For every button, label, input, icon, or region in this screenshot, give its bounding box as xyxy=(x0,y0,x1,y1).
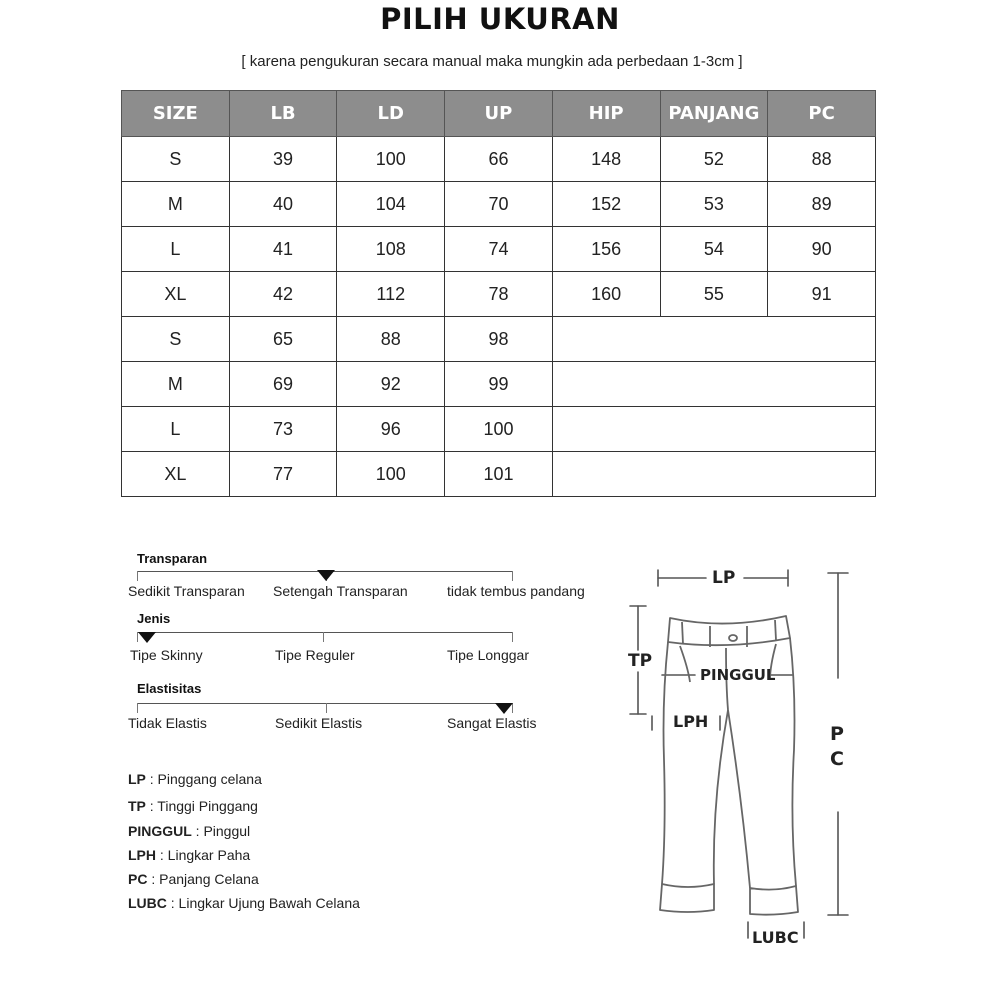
legend-abbr: PC xyxy=(128,871,148,887)
table-cell: XL xyxy=(122,452,230,497)
header-pc: PC xyxy=(768,91,876,137)
scale-tick xyxy=(512,632,513,642)
table-cell: 108 xyxy=(337,227,445,272)
legend-item-pinggul xyxy=(128,823,250,839)
legend-desc: : Tinggi Pinggang xyxy=(145,798,258,814)
table-cell: 88 xyxy=(337,317,445,362)
legend-abbr: TP xyxy=(128,798,146,814)
table-cell: 40 xyxy=(229,182,337,227)
legend-desc: : Pinggang celana xyxy=(145,771,262,787)
scale-label: Sedikit Elastis xyxy=(275,715,363,731)
legend-item-lph xyxy=(128,847,250,863)
header-size: SIZE xyxy=(122,91,230,137)
scale-label: Sangat Elastis xyxy=(447,715,537,731)
legend-abbr: LP xyxy=(128,771,146,787)
legend-desc: : Lingkar Paha xyxy=(156,847,251,863)
scale-tick xyxy=(137,703,138,713)
table-cell: XL xyxy=(122,272,230,317)
table-cell: 160 xyxy=(552,272,660,317)
table-cell: 65 xyxy=(229,317,337,362)
table-cell-empty xyxy=(552,407,875,452)
table-cell: 41 xyxy=(229,227,337,272)
scale-label: Tipe Skinny xyxy=(130,647,203,663)
table-cell: M xyxy=(122,182,230,227)
scale-label: Tidak Elastis xyxy=(128,715,207,731)
table-cell: 101 xyxy=(445,452,553,497)
table-row xyxy=(122,182,876,227)
table-cell: 78 xyxy=(445,272,553,317)
page-subtitle: [ karena pengukuran secara manual maka mungkin ada perbedaan 1-3cm ] xyxy=(241,53,743,70)
table-cell: L xyxy=(122,227,230,272)
scale-elastisitas-line xyxy=(137,703,513,704)
table-cell: 100 xyxy=(337,137,445,182)
page-title: PILIH UKURAN xyxy=(380,2,620,36)
table-row xyxy=(122,137,876,182)
pants-diagram-illustration xyxy=(590,560,870,950)
table-row xyxy=(122,272,876,317)
table-cell: 98 xyxy=(445,317,553,362)
table-cell: 73 xyxy=(229,407,337,452)
diagram-label-lph: LPH xyxy=(673,712,709,731)
table-cell: M xyxy=(122,362,230,407)
table-cell: 69 xyxy=(229,362,337,407)
scale-tick xyxy=(137,571,138,581)
size-table xyxy=(121,90,876,497)
scale-label: Setengah Transparan xyxy=(273,583,408,599)
table-cell: 112 xyxy=(337,272,445,317)
scale-selected-marker-icon xyxy=(138,632,156,643)
scale-label: Tipe Longgar xyxy=(447,647,529,663)
scale-elastisitas-title: Elastisitas xyxy=(137,681,202,696)
legend-abbr: PINGGUL xyxy=(128,823,192,839)
legend-abbr: LPH xyxy=(128,847,156,863)
table-row xyxy=(122,452,876,497)
header-up: UP xyxy=(445,91,553,137)
table-cell-empty xyxy=(552,362,875,407)
legend-abbr: LUBC xyxy=(128,895,167,911)
legend-desc: : Pinggul xyxy=(191,823,251,839)
scale-jenis-title: Jenis xyxy=(137,611,171,626)
scale-label: Tipe Reguler xyxy=(275,647,355,663)
header-lb: LB xyxy=(229,91,337,137)
table-cell: 55 xyxy=(660,272,768,317)
table-cell: 42 xyxy=(229,272,337,317)
table-cell: 88 xyxy=(768,137,876,182)
legend-desc: : Panjang Celana xyxy=(147,871,259,887)
diagram-label-pinggul: PINGGUL xyxy=(700,666,776,684)
table-cell: L xyxy=(122,407,230,452)
table-cell: 104 xyxy=(337,182,445,227)
header-panjang: PANJANG xyxy=(660,91,768,137)
legend-item-lp xyxy=(128,771,262,787)
table-cell: 74 xyxy=(445,227,553,272)
scale-transparan-title: Transparan xyxy=(137,551,208,566)
table-cell: 91 xyxy=(768,272,876,317)
table-cell: 89 xyxy=(768,182,876,227)
table-cell: 90 xyxy=(768,227,876,272)
table-cell: 54 xyxy=(660,227,768,272)
table-cell: 152 xyxy=(552,182,660,227)
diagram-label-pc-c: C xyxy=(830,748,844,770)
table-cell: 70 xyxy=(445,182,553,227)
table-cell: 148 xyxy=(552,137,660,182)
table-header-row xyxy=(122,91,876,137)
legend-item-lubc xyxy=(128,895,360,911)
table-cell: 39 xyxy=(229,137,337,182)
table-cell: 53 xyxy=(660,182,768,227)
table-cell: 156 xyxy=(552,227,660,272)
legend-item-tp xyxy=(128,798,258,814)
header-hip: HIP xyxy=(552,91,660,137)
table-cell: 100 xyxy=(445,407,553,452)
scale-tick xyxy=(323,632,324,642)
scale-tick xyxy=(512,571,513,581)
legend-desc: : Lingkar Ujung Bawah Celana xyxy=(166,895,360,911)
table-row xyxy=(122,407,876,452)
scale-label: tidak tembus pandang xyxy=(447,583,585,599)
scale-tick xyxy=(326,703,327,713)
table-cell: 52 xyxy=(660,137,768,182)
table-row xyxy=(122,227,876,272)
header-ld: LD xyxy=(337,91,445,137)
table-cell-empty xyxy=(552,317,875,362)
table-cell: 92 xyxy=(337,362,445,407)
table-cell: 77 xyxy=(229,452,337,497)
table-row xyxy=(122,317,876,362)
diagram-label-pc-p: P xyxy=(830,723,844,745)
table-cell-empty xyxy=(552,452,875,497)
table-cell: S xyxy=(122,137,230,182)
scale-label: Sedikit Transparan xyxy=(128,583,245,599)
scale-selected-marker-icon xyxy=(495,703,513,714)
scale-selected-marker-icon xyxy=(317,570,335,581)
diagram-label-lp: LP xyxy=(712,568,736,588)
scale-jenis-line xyxy=(137,632,513,633)
legend-item-pc xyxy=(128,871,259,887)
table-row xyxy=(122,362,876,407)
table-cell: S xyxy=(122,317,230,362)
table-cell: 96 xyxy=(337,407,445,452)
table-cell: 99 xyxy=(445,362,553,407)
table-cell: 66 xyxy=(445,137,553,182)
diagram-label-tp: TP xyxy=(628,651,653,671)
table-cell: 100 xyxy=(337,452,445,497)
diagram-label-lubc: LUBC xyxy=(752,928,799,947)
